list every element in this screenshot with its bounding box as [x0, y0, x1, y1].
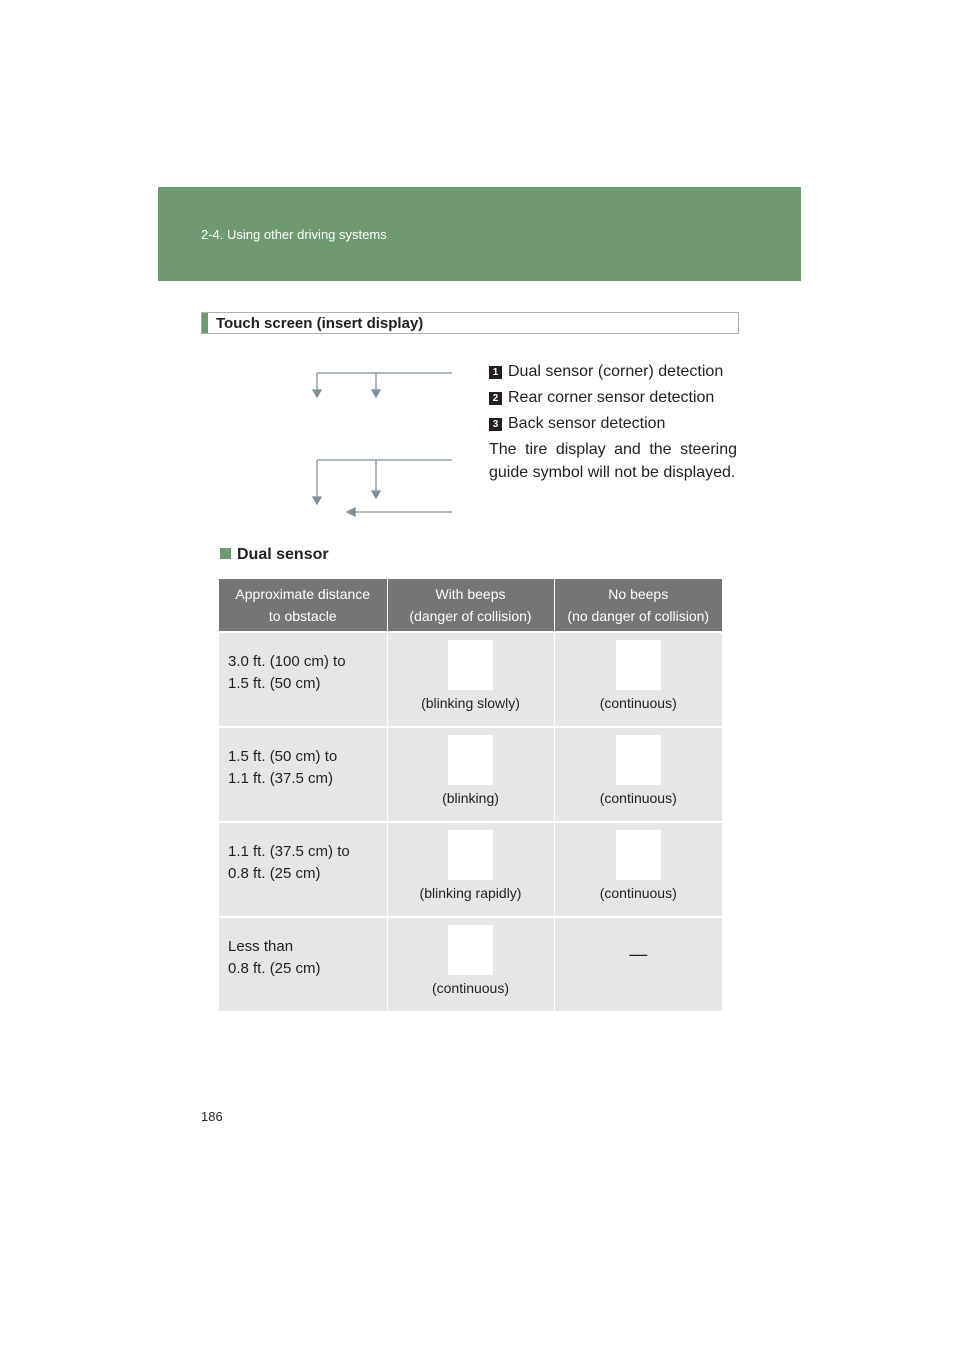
header-distance: Approximate distance to obstacle — [219, 579, 387, 632]
with-beeps-cell: (continuous) — [387, 917, 554, 1011]
display-indicator-image — [448, 735, 493, 785]
display-indicator-image — [448, 830, 493, 880]
no-beeps-cell: (continuous) — [554, 632, 722, 727]
page-number: 186 — [201, 1109, 223, 1124]
legend-item — [489, 412, 737, 438]
distance-cell: 1.1 ft. (37.5 cm) to 0.8 ft. (25 cm) — [219, 822, 387, 917]
table-row — [219, 917, 722, 1011]
display-indicator-image — [616, 735, 661, 785]
table-header-row — [219, 579, 722, 632]
distance-cell: 3.0 ft. (100 cm) to 1.5 ft. (50 cm) — [219, 632, 387, 727]
title-accent — [202, 313, 208, 333]
sensor-callout-diagram — [300, 360, 460, 525]
number-badge: 2 — [489, 392, 502, 405]
table-row — [219, 632, 722, 727]
with-beeps-cell: (blinking) — [387, 727, 554, 822]
table-row — [219, 822, 722, 917]
display-indicator-image — [616, 640, 661, 690]
no-beeps-cell: (continuous) — [554, 822, 722, 917]
header-with-beeps: With beeps (danger of collision) — [387, 579, 554, 632]
distance-cell: 1.5 ft. (50 cm) to 1.1 ft. (37.5 cm) — [219, 727, 387, 822]
number-badge: 1 — [489, 366, 502, 379]
display-indicator-image — [448, 640, 493, 690]
legend-item — [489, 360, 737, 386]
no-beeps-cell — [554, 917, 722, 1011]
header-bar — [158, 187, 801, 281]
sensor-table — [219, 579, 722, 1011]
with-beeps-cell: (blinking rapidly) — [387, 822, 554, 917]
section-label: 2-4. Using other driving systems — [201, 227, 387, 242]
display-indicator-image — [448, 925, 493, 975]
with-beeps-cell: (blinking slowly) — [387, 632, 554, 727]
legend-text: Back sensor detection — [508, 415, 666, 432]
header-no-beeps: No beeps (no danger of collision) — [554, 579, 722, 632]
legend-note: The tire display and the steering guide symbol will not be displayed. — [489, 441, 737, 481]
section-title-box — [201, 312, 739, 334]
table-row — [219, 727, 722, 822]
number-badge: 3 — [489, 418, 502, 431]
legend-text: Rear corner sensor detection — [508, 389, 715, 406]
display-indicator-image — [616, 830, 661, 880]
empty-dash: — — [629, 944, 648, 964]
no-beeps-cell: (continuous) — [554, 727, 722, 822]
distance-cell: Less than 0.8 ft. (25 cm) — [219, 917, 387, 1011]
legend — [489, 360, 737, 484]
square-bullet-icon — [220, 548, 231, 559]
section-title: Touch screen (insert display) — [216, 315, 424, 332]
legend-text: Dual sensor (corner) detection — [508, 363, 724, 380]
subheading-text: Dual sensor — [237, 546, 329, 563]
subheading — [220, 546, 329, 564]
legend-item — [489, 386, 737, 412]
